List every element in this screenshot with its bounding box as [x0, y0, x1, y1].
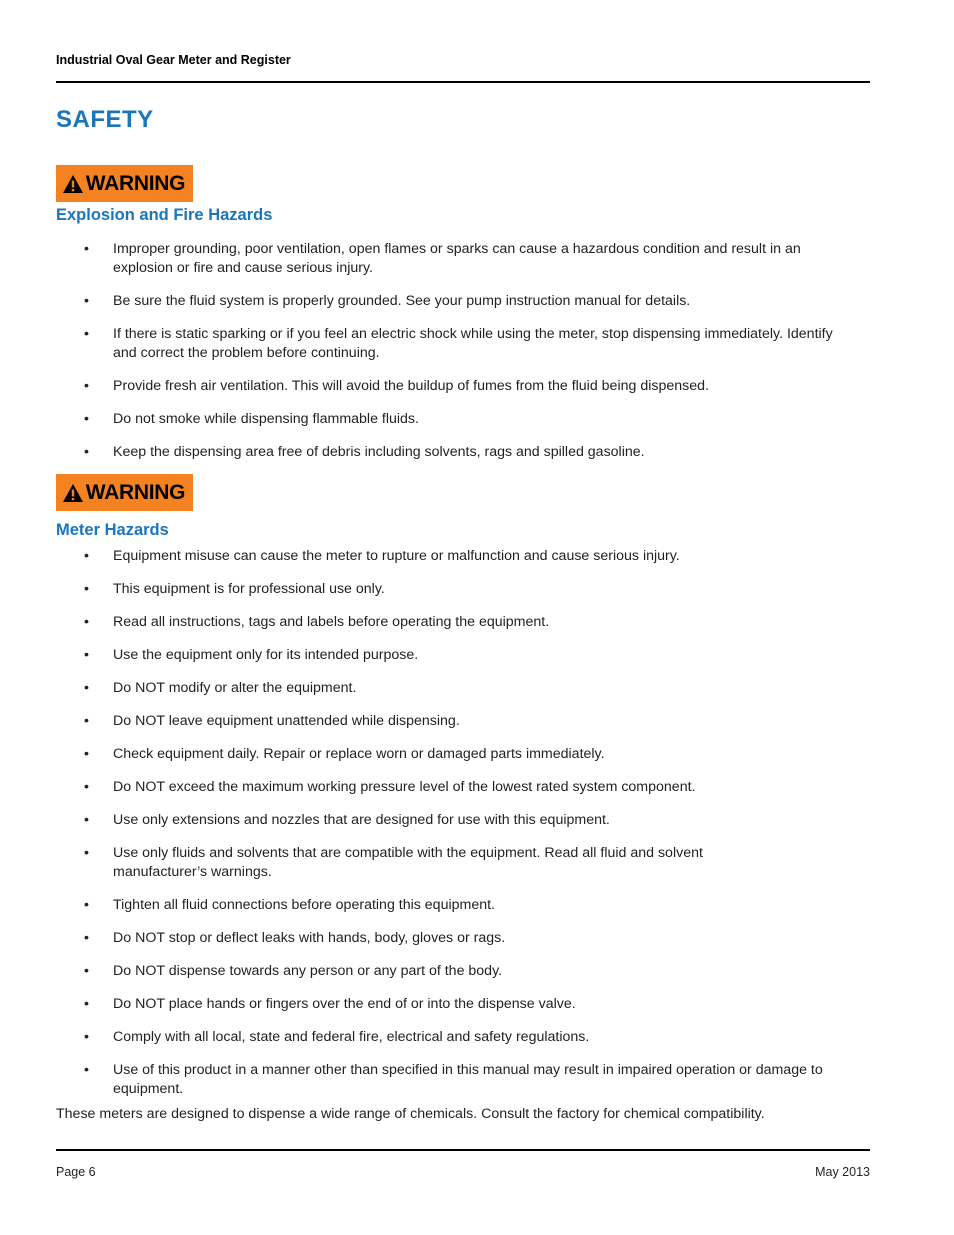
- list-item: • If there is static sparking or if you feel an electric shock while using the meter, stop dispensing immediately. Identify and correct the problem before continuing.: [84, 326, 833, 361]
- warning-badge: [56, 165, 193, 202]
- page-number: Page 6: [56, 1165, 96, 1179]
- list-item: • Tighten all fluid connections before operating this equipment.: [84, 897, 495, 913]
- list-item: • Do not smoke while dispensing flammable fluids.: [84, 411, 419, 427]
- warning-label: WARNING: [85, 171, 186, 195]
- explosion-hazards-heading: Explosion and Fire Hazards: [56, 206, 273, 224]
- list-item: • Use the equipment only for its intended purpose.: [84, 647, 419, 663]
- list-item: • Keep the dispensing area free of debris including solvents, rags and spilled gasoline.: [84, 444, 645, 460]
- warning-label: WARNING: [85, 480, 186, 504]
- list-item: • Improper grounding, poor ventilation, open flames or sparks can cause a hazardous condition and result in an explosion or fire and cause serious injury.: [84, 241, 801, 276]
- warning-triangle-icon: [62, 483, 84, 503]
- document-header-title: Industrial Oval Gear Meter and Register: [56, 53, 291, 67]
- list-item: • Do NOT modify or alter the equipment.: [84, 680, 357, 696]
- publication-date: May 2013: [815, 1165, 870, 1179]
- explosion-hazards-list: [56, 240, 870, 462]
- warning-badge: [56, 474, 193, 511]
- list-item: • Do NOT exceed the maximum working pressure level of the lowest rated system component.: [84, 779, 696, 795]
- list-item: • Use only extensions and nozzles that are designed for use with this equipment.: [84, 812, 610, 828]
- section-title: SAFETY: [56, 106, 154, 133]
- list-item: • Provide fresh air ventilation. This will avoid the buildup of fumes from the fluid being dispensed.: [84, 378, 709, 394]
- meter-hazards-list: [56, 547, 870, 1099]
- meter-hazards-heading: Meter Hazards: [56, 521, 169, 539]
- header-divider: [56, 81, 870, 83]
- list-item: • Be sure the fluid system is properly grounded. See your pump instruction manual for details.: [84, 293, 691, 309]
- closing-paragraph: These meters are designed to dispense a wide range of chemicals. Consult the factory for chemical compatibility.: [56, 1106, 765, 1122]
- list-item: • This equipment is for professional use only.: [84, 581, 385, 597]
- list-item: • Do NOT place hands or fingers over the end of or into the dispense valve.: [84, 996, 576, 1012]
- list-item: • Comply with all local, state and federal fire, electrical and safety regulations.: [84, 1029, 590, 1045]
- list-item: • Do NOT leave equipment unattended while dispensing.: [84, 713, 460, 729]
- list-item: • Read all instructions, tags and labels before operating the equipment.: [84, 614, 550, 630]
- list-item: • Check equipment daily. Repair or replace worn or damaged parts immediately.: [84, 746, 605, 762]
- list-item: • Equipment misuse can cause the meter to rupture or malfunction and cause serious injury.: [84, 548, 680, 564]
- footer-divider: [56, 1149, 870, 1151]
- list-item: • Use of this product in a manner other than specified in this manual may result in impaired operation or damage to equipment.: [84, 1062, 823, 1097]
- list-item: • Do NOT dispense towards any person or any part of the body.: [84, 963, 503, 979]
- list-item: • Do NOT stop or deflect leaks with hands, body, gloves or rags.: [84, 930, 506, 946]
- warning-triangle-icon: [62, 174, 84, 194]
- list-item: • Use only fluids and solvents that are compatible with the equipment. Read all fluid and solvent manufacturer’s warnings.: [84, 845, 703, 880]
